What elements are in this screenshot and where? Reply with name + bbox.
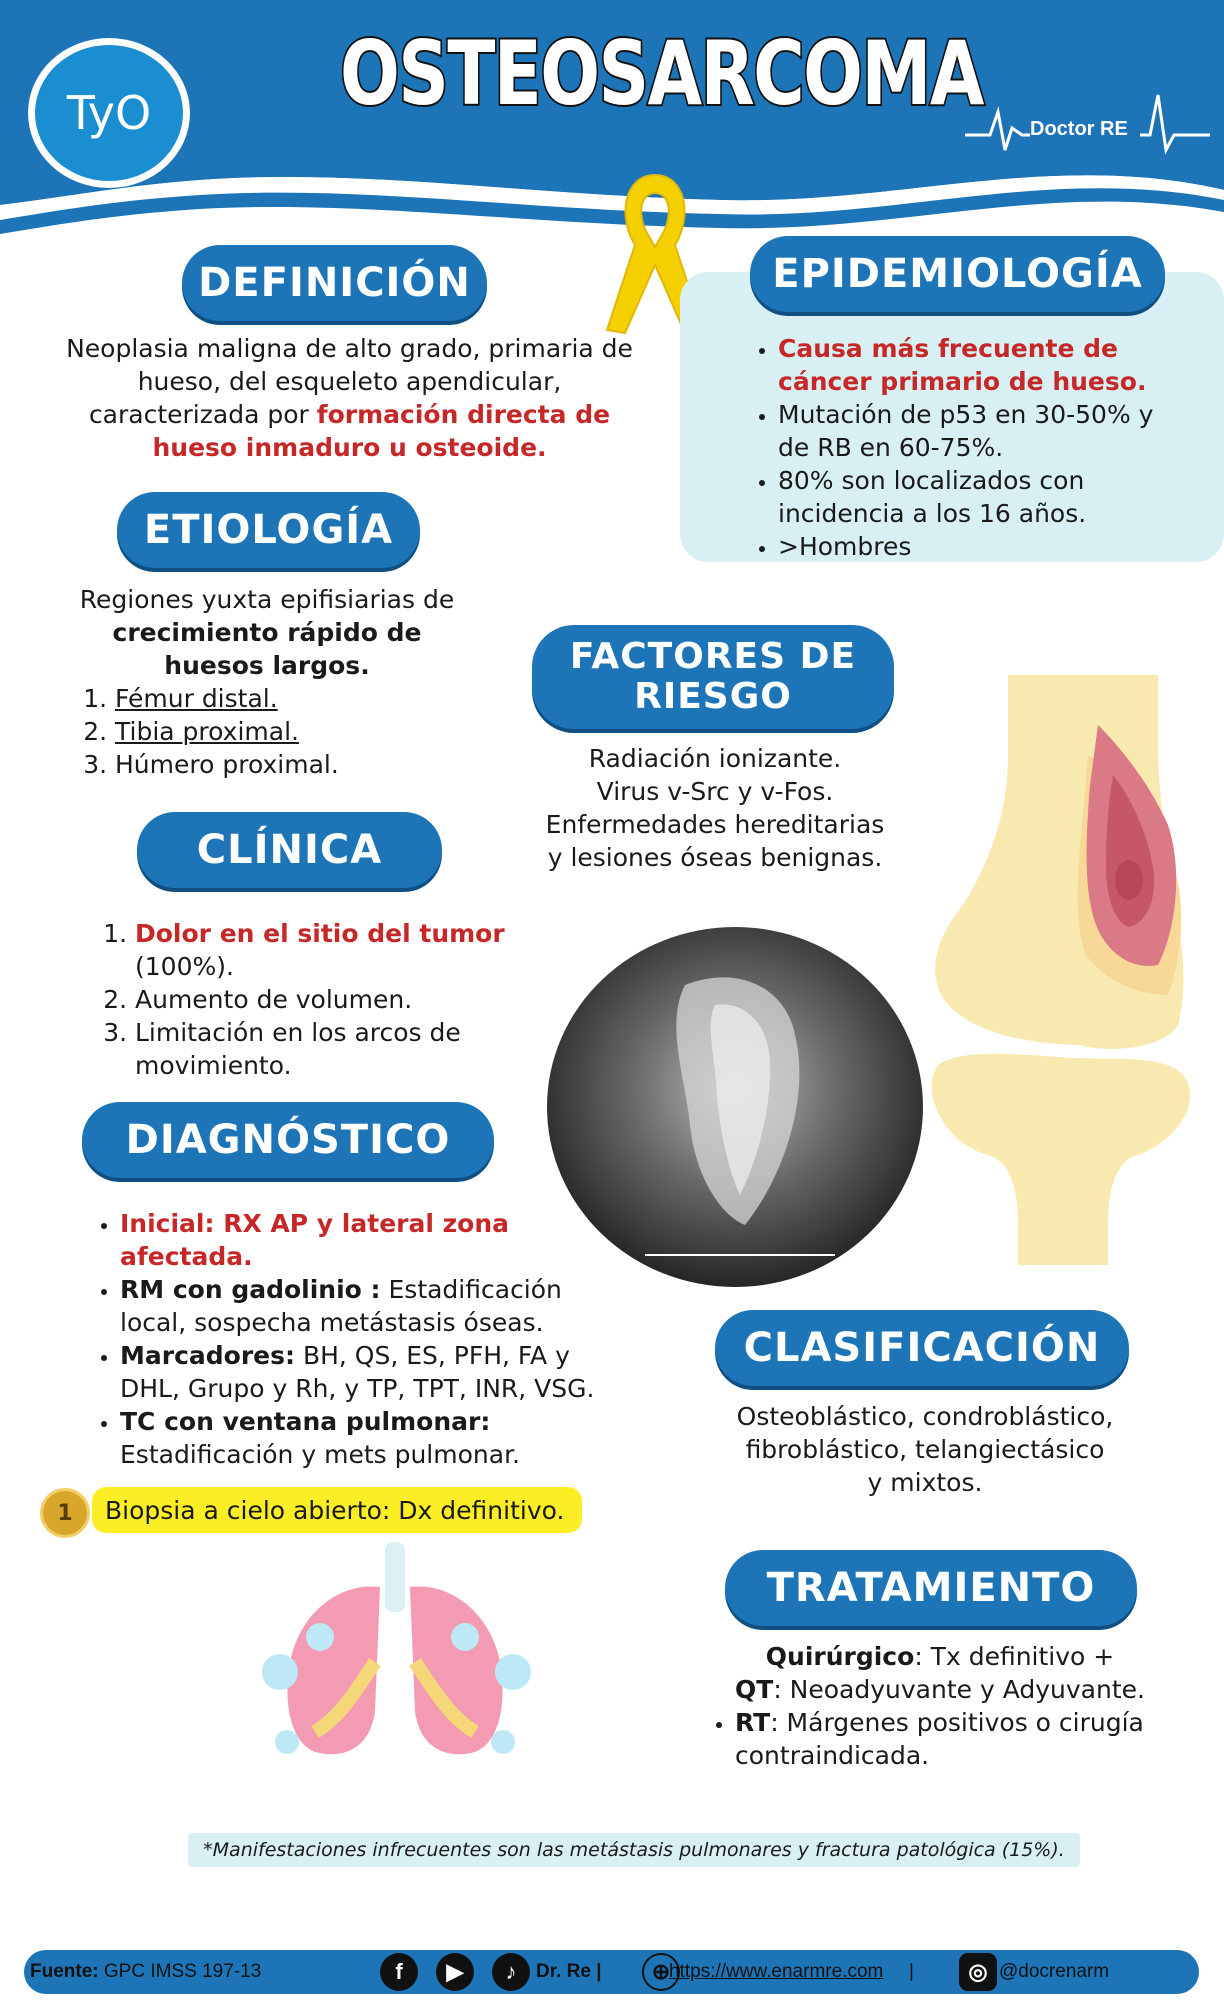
- tratamiento-text: [705, 1640, 1175, 1772]
- definicion-text: Neoplasia maligna de alto grado, primaria de hueso, del esqueleto apendicular, caracterizada por formación directa de hueso inmaduro u osteoide.: [66, 334, 633, 462]
- factores-heading: FACTORES DE RIESGO: [532, 625, 894, 729]
- etiologia-heading: ETIOLOGÍA: [117, 492, 420, 568]
- list-item: • Inicial: RX AP y lateral zona afectada.: [120, 1207, 630, 1273]
- list-item: 1. Fémur distal.: [115, 682, 405, 715]
- tratamiento-list: [705, 1706, 1175, 1772]
- epidemiologia-list: [748, 332, 1178, 563]
- brand-name: Doctor RE: [1030, 118, 1128, 140]
- list-item: • RT: Márgenes positivos o cirugía contraindicada.: [735, 1706, 1175, 1772]
- gold-medal-icon: 1: [40, 1488, 90, 1538]
- diagnostico-list: [90, 1207, 630, 1471]
- tratamiento-heading: TRATAMIENTO: [725, 1550, 1137, 1626]
- footer-separator: |: [909, 1961, 914, 1982]
- bone-tumor-illustration: [918, 665, 1224, 1265]
- globe-icon[interactable]: ⊕: [642, 1953, 680, 1991]
- etiologia-text: Regiones yuxta epifisiarias de crecimiento rápido de huesos largos.: [79, 585, 455, 680]
- list-item: • TC con ventana pulmonar: Estadificación y mets pulmonar.: [120, 1405, 630, 1471]
- list-item: • >Hombres: [778, 530, 1178, 563]
- biopsy-text: Biopsia a cielo abierto: Dx definitivo.: [105, 1496, 565, 1525]
- epidemiologia-heading: EPIDEMIOLOGÍA: [750, 236, 1165, 312]
- list-item: 3. Húmero proximal.: [115, 748, 405, 781]
- list-item: 2. Tibia proximal.: [115, 715, 405, 748]
- list-item: • Marcadores: BH, QS, ES, PFH, FA y DHL, Grupo y Rh, y TP, TPT, INR, VSG.: [120, 1339, 630, 1405]
- instagram-icon[interactable]: ◎: [959, 1953, 997, 1991]
- clinica-list: [105, 917, 605, 1082]
- footer-bar: [24, 1950, 1199, 1994]
- list-item: • Mutación de p53 en 30-50% y de RB en 60-75%.: [778, 398, 1178, 464]
- page-title: OSTEOSARCOMA: [340, 22, 983, 125]
- instagram-handle[interactable]: @docrenarm: [999, 1961, 1110, 1982]
- clasificacion-heading: CLASIFICACIÓN: [715, 1310, 1129, 1386]
- list-item: 1. Dolor en el sitio del tumor (100%).: [135, 917, 605, 983]
- tratamiento-line-1: Quirúrgico: Tx definitivo +: [765, 1642, 1115, 1671]
- tyo-logo: [28, 38, 190, 188]
- website-link[interactable]: https://www.enarmre.com: [669, 1961, 884, 1982]
- lungs-illustration: [245, 1542, 545, 1772]
- clinica-heading: CLÍNICA: [137, 812, 442, 888]
- list-item: 3. Limitación en los arcos de movimiento.: [135, 1016, 605, 1082]
- etiologia-list: [85, 682, 405, 781]
- youtube-icon[interactable]: ▶: [436, 1953, 474, 1991]
- list-item: 2. Aumento de volumen.: [135, 983, 605, 1016]
- tratamiento-line-2: QT: Neoadyuvante y Adyuvante.: [735, 1675, 1145, 1704]
- list-item: • RM con gadolinio : Estadificación local, sospecha metástasis óseas.: [120, 1273, 630, 1339]
- factores-text: Radiación ionizante. Virus v-Src y v-Fos. Enfermedades hereditarias y lesiones óseas benignas.: [545, 744, 885, 872]
- logo-text: TyO: [66, 86, 152, 140]
- clasificacion-text: Osteoblástico, condroblástico, fibroblástico, telangiectásico y mixtos.: [736, 1402, 1114, 1497]
- tiktok-handle[interactable]: Dr. Re |: [536, 1961, 602, 1982]
- tiktok-icon[interactable]: ♪: [492, 1953, 530, 1991]
- definicion-heading: DEFINICIÓN: [182, 245, 487, 321]
- source-citation: Fuente: GPC IMSS 197-13: [30, 1961, 262, 1982]
- footnote: *Manifestaciones infrecuentes son las metástasis pulmonares y fractura patológica (15%).: [188, 1833, 1080, 1867]
- list-item: • Causa más frecuente de cáncer primario de hueso.: [778, 332, 1178, 398]
- diagnostico-heading: DIAGNÓSTICO: [82, 1102, 494, 1178]
- list-item: • 80% son localizados con incidencia a los 16 años.: [778, 464, 1178, 530]
- facebook-icon[interactable]: f: [380, 1953, 418, 1991]
